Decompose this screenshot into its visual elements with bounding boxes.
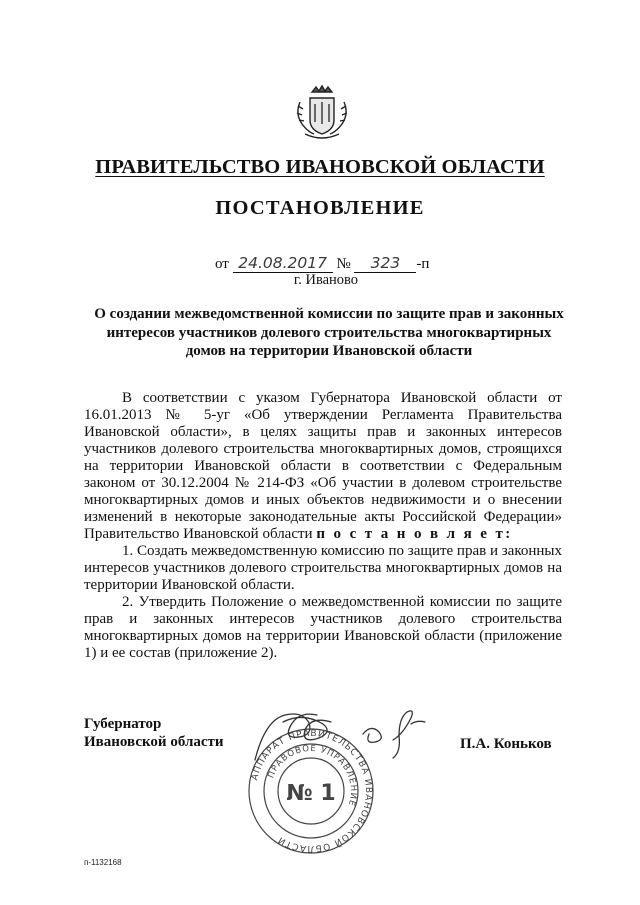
resolves-word: п о с т а н о в л я е т xyxy=(316,526,506,542)
document-body xyxy=(84,390,562,662)
registration-line xyxy=(215,255,429,273)
coat-of-arms-icon xyxy=(293,84,351,142)
date-prefix: от xyxy=(215,256,229,272)
seal-number: № 1 xyxy=(286,781,336,806)
number-prefix: № xyxy=(336,256,351,272)
position-line-1: Губернатор xyxy=(84,716,162,732)
number-value: 323 xyxy=(354,255,416,273)
item-2: 2. Утвердить Положение о межведомственной комиссии по защите прав и законных интересов участников долевого строительства многоквартирных домов на территории Ивановской области (приложение 1) и ее состав (приложение 2). xyxy=(84,594,562,661)
government-title: ПРАВИТЕЛЬСТВО ИВАНОВСКОЙ ОБЛАСТИ xyxy=(95,156,545,178)
city: г. Иваново xyxy=(293,272,359,288)
document-type: ПОСТАНОВЛЕНИЕ xyxy=(215,197,425,219)
item-1: 1. Создать межведомственную комиссию по защите прав и законных интересов участников долевого строительства многоквартирных домов на территории Ивановской области. xyxy=(84,543,562,593)
preamble-text: В соответствии с указом Губернатора Ивановской области от 16.01.2013 № 5-уг «Об утверждении Регламента Правительства Ивановской области», в целях защиты прав и законных интересов участников долевого строительства многоквартирных домов, строящихся на территории Ивановской области в соответствии с Федеральным законом от 30.12.2004 № 214-ФЗ «Об участии в долевом строительстве многоквартирных домов и иных объектов недвижимости и о внесении изменений в некоторые законодательные акты Российской Федерации» Правительство Ивановской области xyxy=(84,390,562,542)
document-code: п-1132168 xyxy=(84,858,122,867)
signatory-position xyxy=(84,715,224,751)
resolves-colon: : xyxy=(505,526,511,542)
seal-outer-text: АППАРАТ ПРАВИТЕЛЬСТВА ИВАНОВСКОЙ ОБЛАСТИ xyxy=(250,728,374,854)
position-line-2: Ивановской области xyxy=(84,734,224,750)
handwritten-signature-icon xyxy=(243,700,443,770)
preamble-paragraph xyxy=(84,390,562,543)
signatory-name: П.А. Коньков xyxy=(460,736,552,752)
document-subject: О создании межведомственной комиссии по защите прав и законных интересов участников долевого строительства многоквартирных домов на территории Ивановской области xyxy=(94,306,564,359)
seal-inner-text: ПРАВОВОЕ УПРАВЛЕНИЕ xyxy=(266,743,359,808)
date-value: 24.08.2017 xyxy=(233,255,333,273)
number-suffix: -п xyxy=(416,256,430,272)
